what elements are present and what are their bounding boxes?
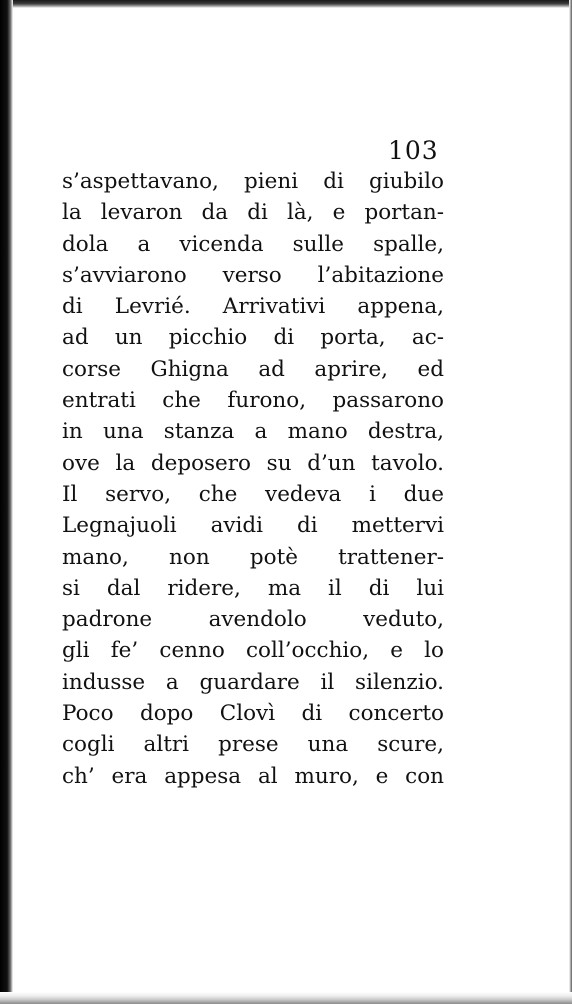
body-text — [62, 166, 444, 792]
text-line: indusse a guardare il silenzio. — [62, 669, 444, 695]
text-line: padrone avendolo veduto, — [62, 607, 444, 633]
text-line: Il servo, che vedeva i due — [62, 481, 444, 507]
text-line: gli fe’ cenno coll’occhio, e lo — [62, 638, 444, 664]
text-line: in una stanza a mano destra, — [62, 419, 444, 445]
text-line: ch’ era appesa al muro, e con — [62, 763, 444, 789]
text-line: Legnajuoli avidi di mettervi — [62, 513, 444, 539]
text-line: la levaron da di là, e portan- — [62, 200, 444, 226]
text-line: di Levrié. Arrivativi appena, — [62, 294, 444, 320]
text-line: ove la deposero su d’un tavolo. — [62, 450, 444, 476]
scan-top-edge — [0, 0, 572, 8]
text-line: s’avviarono verso l’abitazione — [62, 262, 444, 288]
scan-bottom-edge — [0, 992, 572, 1004]
text-line: Poco dopo Clovì di concerto — [62, 701, 444, 727]
scan-left-edge — [0, 0, 13, 1004]
text-line: entrati che furono, passarono — [62, 388, 444, 414]
text-line: corse Ghigna ad aprire, ed — [62, 356, 444, 382]
text-line: dola a vicenda sulle spalle, — [62, 231, 444, 257]
page-number: 103 — [388, 136, 439, 165]
text-line: si dal ridere, ma il di lui — [62, 575, 444, 601]
text-line: cogli altri prese una scure, — [62, 732, 444, 758]
text-line: ad un picchio di porta, ac- — [62, 325, 444, 351]
text-line: s’aspettavano, pieni di giubilo — [62, 169, 444, 194]
text-line: mano, non potè trattener- — [62, 544, 444, 570]
